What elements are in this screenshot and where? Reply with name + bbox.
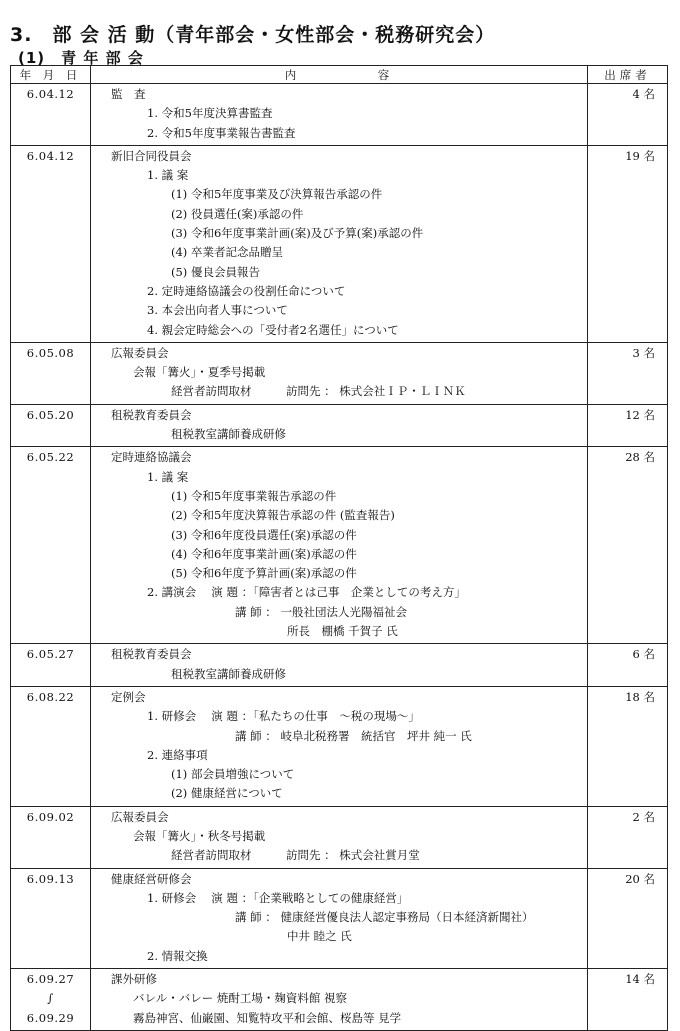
entry-line: 1. 議 案 <box>147 168 189 183</box>
entry-line: (2) 役員選任(案)承認の件 <box>171 206 304 221</box>
subsection-title: (1) 青 年 部 会 <box>18 49 144 67</box>
date-text: 6.08.22 <box>26 689 75 704</box>
content-cell <box>91 84 588 146</box>
table-row <box>11 868 668 968</box>
attendance-count: 2 名 <box>632 809 655 824</box>
content-cell <box>91 686 588 806</box>
entry-line: (2) 令和5年度決算報告承認の件 (監査報告) <box>171 508 395 523</box>
attendance-cell <box>588 969 668 1031</box>
table-row <box>11 84 668 146</box>
date-text: 6.05.27 <box>26 647 75 662</box>
date-text: 6.04.12 <box>26 148 75 163</box>
entry-line: 中井 睦之 氏 <box>287 929 352 944</box>
entry-line: (1) 令和5年度事業報告承認の件 <box>171 488 337 503</box>
attendance-column-header: 出席者 <box>588 66 668 84</box>
entry-title: 新旧合同役員会 <box>111 148 192 163</box>
date-text: 6.09.29 <box>26 1010 75 1025</box>
entry-line: 講 師 ： 岐阜北税務署 統括官 坪井 純一 氏 <box>235 728 472 743</box>
date-text: 6.05.22 <box>26 450 75 465</box>
header-row <box>11 66 668 84</box>
entry-title: 広報委員会 <box>111 345 169 360</box>
date-cell <box>11 84 91 146</box>
date-cell <box>11 145 91 342</box>
date-cell <box>11 447 91 644</box>
date-text: 6.09.02 <box>26 809 75 824</box>
date-text: 6.05.20 <box>26 407 75 422</box>
entry-line: 2. 定時連絡協議会の役割任命について <box>147 283 346 298</box>
table-row <box>11 342 668 404</box>
entry-line: 1. 研修会 演 題 ：「企業戦略としての健康経営」 <box>147 890 409 905</box>
attendance-cell <box>588 806 668 868</box>
entry-line: 経営者訪問取材 訪問先 ： 株式会社ＩＰ・ＬＩＮＫ <box>171 384 466 399</box>
entry-line: (2) 健康経営について <box>171 786 283 801</box>
section-title: 3. 部 会 活 動（青年部会・女性部会・税務研究会） <box>10 24 496 46</box>
entry-line: 租税教室講師養成研修 <box>171 666 286 681</box>
entry-line: (4) 卒業者記念品贈呈 <box>171 245 283 260</box>
attendance-cell <box>588 342 668 404</box>
content-cell <box>91 644 588 687</box>
entry-line: 4. 親会定時総会への「受付者2名選任」について <box>147 322 399 337</box>
attendance-count: 12 名 <box>625 407 655 422</box>
table-row <box>11 145 668 342</box>
entry-title: 課外研修 <box>111 972 157 987</box>
entry-line: 霧島神宮、仙巌園、知覧特攻平和会館、桜島等 見学 <box>133 1010 402 1025</box>
date-cell <box>11 868 91 968</box>
content-cell <box>91 868 588 968</box>
entry-title: 定時連絡協議会 <box>111 450 192 465</box>
date-text: 6.05.08 <box>26 345 75 360</box>
entry-line: (5) 令和6年度予算計画(案)承認の件 <box>171 566 357 581</box>
date-cell <box>11 969 91 1031</box>
content-cell <box>91 342 588 404</box>
activity-table <box>10 65 668 1031</box>
entry-line: 1. 令和5年度決算書監査 <box>147 106 273 121</box>
table-row <box>11 969 668 1031</box>
attendance-count: 18 名 <box>625 689 655 704</box>
entry-line: (1) 令和5年度事業及び決算報告承認の件 <box>171 187 383 202</box>
entry-line: 1. 研修会 演 題 ：「私たちの仕事 ～税の現場～」 <box>147 709 420 724</box>
entry-line: 租税教室講師養成研修 <box>171 427 286 442</box>
attendance-count: 14 名 <box>625 972 655 987</box>
attendance-cell <box>588 686 668 806</box>
attendance-count: 4 名 <box>632 87 655 101</box>
attendance-cell <box>588 84 668 146</box>
entry-line: 2. 情報交換 <box>147 948 208 963</box>
date-text: 6.04.12 <box>26 87 75 101</box>
entry-line: バレル・バレー 焼酎工場・麹資料館 視察 <box>133 991 348 1006</box>
content-cell <box>91 447 588 644</box>
entry-line: 会報「篝火」・夏季号掲載 <box>133 365 266 380</box>
entry-line: (5) 優良会員報告 <box>171 264 260 279</box>
date-cell <box>11 342 91 404</box>
table-row <box>11 447 668 644</box>
attendance-cell <box>588 644 668 687</box>
date-column-header: 年 月 日 <box>11 66 91 84</box>
date-cell <box>11 686 91 806</box>
date-text: 6.09.27 <box>26 972 75 987</box>
attendance-cell <box>588 447 668 644</box>
attendance-cell <box>588 404 668 447</box>
entry-line: (3) 令和6年度事業計画(案)及び予算(案)承認の件 <box>171 226 424 241</box>
entry-line: (4) 令和6年度事業計画(案)承認の件 <box>171 546 357 561</box>
entry-line: 会報「篝火」・秋冬号掲載 <box>133 828 266 843</box>
content-cell <box>91 969 588 1031</box>
entry-title: 租税教育委員会 <box>111 647 192 662</box>
attendance-count: 20 名 <box>625 871 655 886</box>
entry-title: 監 査 <box>111 87 146 101</box>
table-row <box>11 404 668 447</box>
entry-line: 講 師 ： 健康経営優良法人認定事務局（日本経済新聞社） <box>235 910 534 925</box>
entry-line: 2. 講演会 演 題 ：「障害者とは己事 企業としての考え方」 <box>147 585 466 600</box>
attendance-cell <box>588 145 668 342</box>
attendance-cell <box>588 868 668 968</box>
entry-line: 2. 令和5年度事業報告書監査 <box>147 125 296 140</box>
entry-line: 講 師 ： 一般社団法人光陽福祉会 <box>235 604 407 619</box>
entry-line: 所長 棚橋 千賀子 氏 <box>287 624 398 639</box>
date-cell <box>11 644 91 687</box>
entry-line: 3. 本会出向者人事について <box>147 303 288 318</box>
date-cell <box>11 806 91 868</box>
date-text: 6.09.13 <box>26 871 75 886</box>
content-cell <box>91 806 588 868</box>
content-cell <box>91 145 588 342</box>
attendance-count: 28 名 <box>625 450 655 465</box>
table-row <box>11 806 668 868</box>
entry-line: 1. 議 案 <box>147 469 189 484</box>
entry-title: 定例会 <box>111 689 146 704</box>
entry-title: 健康経営研修会 <box>111 871 192 886</box>
entry-line: (3) 令和6年度役員選任(案)承認の件 <box>171 527 357 542</box>
attendance-count: 6 名 <box>632 647 655 662</box>
entry-line: 経営者訪問取材 訪問先 ： 株式会社賞月堂 <box>171 848 420 863</box>
entry-line: 2. 連絡事項 <box>147 747 208 762</box>
date-text: ∫ <box>47 991 54 1006</box>
table-row <box>11 686 668 806</box>
entry-title: 租税教育委員会 <box>111 407 192 422</box>
content-cell <box>91 404 588 447</box>
attendance-count: 3 名 <box>632 345 655 360</box>
content-column-header: 内 容 <box>91 66 588 84</box>
attendance-count: 19 名 <box>625 148 655 163</box>
table-body <box>11 84 668 1031</box>
entry-line: (1) 部会員増強について <box>171 767 295 782</box>
entry-title: 広報委員会 <box>111 809 169 824</box>
date-cell <box>11 404 91 447</box>
table-row <box>11 644 668 687</box>
